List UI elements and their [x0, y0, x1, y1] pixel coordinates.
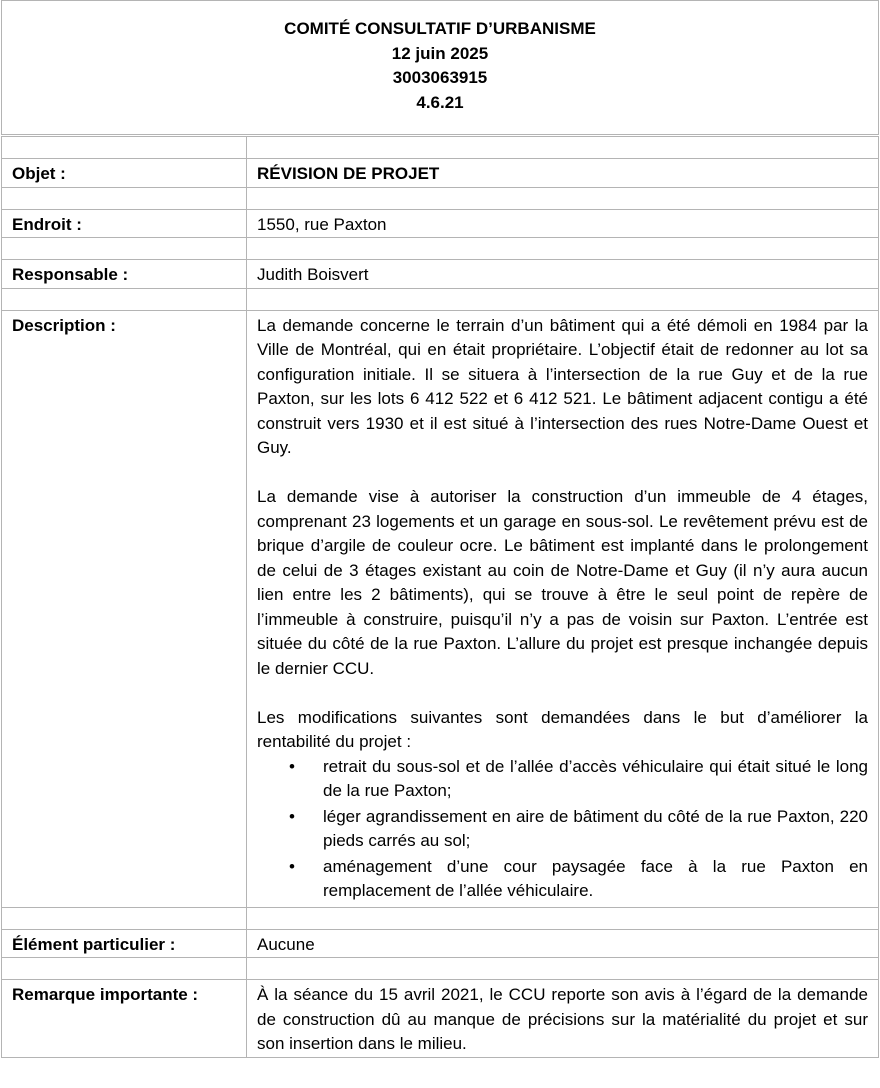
spacer-row — [2, 907, 879, 929]
list-item: • aménagement d’une cour paysagée face à la rue Paxton en remplacement de l’allée véhiculaire. — [323, 855, 868, 904]
list-item: • léger agrandissement en aire de bâtiment du côté de la rue Paxton, 220 pieds carrés au sol; — [323, 805, 868, 854]
committee-title: COMITÉ CONSULTATIF D’URBANISME — [284, 19, 596, 38]
description-paragraph-2: La demande vise à autoriser la construction d’un immeuble de 4 étages, comprenant 23 logements et un garage en sous-sol. Le revêtement prévu est de brique d’argile de couleur ocre. Le bâtiment est implanté dans le prolongement de celui de 3 étages existant au coin de Notre-Dame et Guy (il n’y aura aucun lien entre les 2 bâtiments), qui se trouve à être le seul point de repère de l’immeuble à construire, puisqu’il n’y a pas de voisin sur Paxton. L’entrée est située du côté de la rue Paxton. L’allure du projet est presque inchangée depuis le dernier CCU. — [257, 487, 868, 678]
field-label: Responsable : — [2, 260, 247, 289]
field-row-element — [2, 929, 879, 958]
description-paragraph-3: Les modifications suivantes sont demandées dans le but d’améliorer la rentabilité du projet : — [257, 707, 868, 751]
header-table — [1, 0, 879, 135]
field-label: Objet : — [2, 159, 247, 188]
file-number: 3003063915 — [392, 68, 488, 87]
spacer-row — [2, 238, 879, 260]
meeting-date: 12 juin 2025 — [391, 43, 489, 63]
field-row-description — [2, 310, 879, 907]
field-label: Endroit : — [2, 209, 247, 238]
field-value-objet: RÉVISION DE PROJET — [247, 159, 879, 188]
field-value-element: Aucune — [247, 929, 879, 958]
field-label: Remarque importante : — [2, 980, 247, 1058]
field-row-remarque — [2, 980, 879, 1058]
field-row-endroit — [2, 209, 879, 238]
description-paragraph-1: La demande concerne le terrain d’un bâtiment qui a été démoli en 1984 par la Ville de Montréal, qui en était propriétaire. L’objectif était de redonner au lot sa configuration initiale. Il se situera à l’intersection de la rue Guy et de la rue Paxton, sur les lots 6 412 522 et 6 412 521. Le bâtiment adjacent contigu a été construit vers 1930 et il est situé à l’intersection des rues Notre-Dame Ouest et Guy. — [257, 315, 868, 457]
fields-table — [1, 136, 879, 1058]
field-label: Élément particulier : — [2, 929, 247, 958]
field-row-responsable — [2, 260, 879, 289]
spacer-row — [2, 958, 879, 980]
field-label: Description : — [2, 310, 247, 907]
spacer-row — [2, 137, 879, 159]
spacer-row — [2, 187, 879, 209]
header-cell — [2, 1, 879, 135]
field-value-responsable: Judith Boisvert — [247, 260, 879, 289]
agenda-item: 4.6.21 — [416, 92, 464, 112]
field-value-endroit: 1550, rue Paxton — [247, 209, 879, 238]
list-item: • retrait du sous-sol et de l’allée d’accès véhiculaire qui était situé le long de la rue Paxton; — [323, 755, 868, 804]
field-value-description — [247, 310, 879, 907]
modifications-list — [257, 755, 868, 904]
field-row-objet — [2, 159, 879, 188]
spacer-row — [2, 288, 879, 310]
field-value-remarque: À la séance du 15 avril 2021, le CCU reporte son avis à l’égard de la demande de construction dû au manque de précisions sur la matérialité du projet et sur son insertion dans le milieu. — [247, 980, 879, 1058]
